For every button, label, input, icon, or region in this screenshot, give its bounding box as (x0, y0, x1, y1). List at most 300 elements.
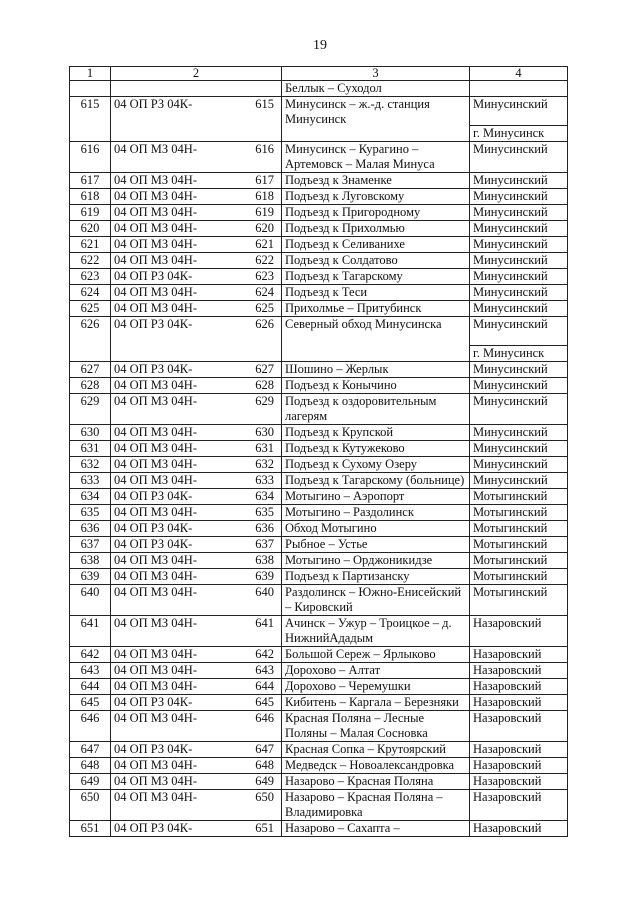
road-code-cell (111, 711, 282, 742)
row-number: 626 (70, 317, 111, 362)
road-name: Дорохово – Алтат (282, 663, 470, 679)
district-cell (470, 553, 568, 569)
road-code-cell (111, 505, 282, 521)
table-row (70, 679, 568, 695)
road-code-number: 632 (255, 457, 274, 471)
road-code-cell (111, 695, 282, 711)
table-row (70, 205, 568, 221)
row-number: 643 (70, 663, 111, 679)
table-row (70, 189, 568, 205)
row-number: 636 (70, 521, 111, 537)
road-code: 04 ОП МЗ 04Н- (114, 711, 197, 725)
table-row (70, 821, 568, 837)
row-number: 649 (70, 774, 111, 790)
road-code: 04 ОП МЗ 04Н- (114, 189, 197, 203)
road-code-cell (111, 553, 282, 569)
road-name: Подъезд к Крупской (282, 425, 470, 441)
continuation-name: Беллык – Суходол (282, 81, 470, 97)
road-code-cell (111, 473, 282, 489)
district: Мотыгинский (473, 489, 548, 503)
road-code: 04 ОП МЗ 04Н- (114, 569, 197, 583)
district: Минусинский (473, 253, 548, 267)
road-code-number: 628 (255, 378, 274, 392)
table-row (70, 97, 568, 142)
road-name: Назарово – Красная Поляна – Владимировка (282, 790, 470, 821)
road-code-number: 624 (255, 285, 274, 299)
column-header-4: 4 (470, 67, 568, 81)
district-cell (470, 253, 568, 269)
row-number: 639 (70, 569, 111, 585)
road-code: 04 ОП МЗ 04Н- (114, 774, 197, 788)
row-number: 647 (70, 742, 111, 758)
district-cell (470, 505, 568, 521)
road-code-cell (111, 301, 282, 317)
district: Минусинский (473, 269, 548, 283)
table-row (70, 553, 568, 569)
district: Минусинский (473, 205, 548, 219)
row-number: 618 (70, 189, 111, 205)
district-cell (470, 647, 568, 663)
table-row (70, 537, 568, 553)
table-row (70, 489, 568, 505)
row-number: 634 (70, 489, 111, 505)
district: Назаровский (473, 790, 542, 804)
district: Назаровский (473, 821, 542, 835)
road-code: 04 ОП МЗ 04Н- (114, 142, 197, 156)
road-code-number: 650 (255, 790, 274, 804)
district-cell (470, 616, 568, 647)
district-cell (470, 301, 568, 317)
road-code-cell (111, 679, 282, 695)
row-number: 651 (70, 821, 111, 837)
road-name: Мотыгино – Орджоникидзе (282, 553, 470, 569)
row-number: 615 (70, 97, 111, 142)
table-row (70, 647, 568, 663)
road-code: 04 ОП РЗ 04К- (114, 269, 193, 283)
road-code: 04 ОП МЗ 04Н- (114, 285, 197, 299)
district-cell (470, 441, 568, 457)
table-row (70, 142, 568, 173)
table-row (70, 774, 568, 790)
road-code-number: 630 (255, 425, 274, 439)
road-code-number: 643 (255, 663, 274, 677)
road-code-cell (111, 285, 282, 301)
road-name: Подъезд к Конычино (282, 378, 470, 394)
district: Минусинский (473, 189, 548, 203)
road-code: 04 ОП МЗ 04Н- (114, 378, 197, 392)
road-name: Минусинск – Курагино – Артемовск – Малая Минуса (282, 142, 470, 173)
road-code: 04 ОП МЗ 04Н- (114, 758, 197, 772)
road-name: Подъезд к Сухому Озеру (282, 457, 470, 473)
road-code-cell (111, 221, 282, 237)
road-code-cell (111, 585, 282, 616)
road-code-cell (111, 269, 282, 285)
district-cell (470, 237, 568, 253)
table-row (70, 425, 568, 441)
road-code-number: 627 (255, 362, 274, 376)
column-header-1: 1 (70, 67, 111, 81)
road-code-cell (111, 457, 282, 473)
district-cell (470, 457, 568, 473)
district: Назаровский (473, 663, 542, 677)
district-cell (470, 142, 568, 173)
road-code-number: 633 (255, 473, 274, 487)
road-code-cell (111, 821, 282, 837)
page-number: 19 (313, 38, 327, 53)
road-code: 04 ОП РЗ 04К- (114, 521, 193, 535)
district-cell (470, 821, 568, 837)
table-row (70, 569, 568, 585)
district: Минусинский (473, 173, 548, 187)
road-name: Подъезд к Селиванихе (282, 237, 470, 253)
roads-table (69, 66, 568, 837)
road-code: 04 ОП РЗ 04К- (114, 317, 193, 331)
road-code-cell (111, 569, 282, 585)
row-number: 646 (70, 711, 111, 742)
district: Назаровский (473, 774, 542, 788)
road-code: 04 ОП МЗ 04Н- (114, 394, 197, 408)
road-code-number: 618 (255, 189, 274, 203)
district-cell (470, 742, 568, 758)
row-number: 635 (70, 505, 111, 521)
table-row (70, 378, 568, 394)
road-name: Мотыгино – Раздолинск (282, 505, 470, 521)
road-code-cell (111, 663, 282, 679)
road-name: Подъезд к Луговскому (282, 189, 470, 205)
road-code-number: 620 (255, 221, 274, 235)
road-name: Подъезд к Пригородному (282, 205, 470, 221)
table-row (70, 285, 568, 301)
road-code: 04 ОП РЗ 04К- (114, 97, 193, 111)
row-number: 625 (70, 301, 111, 317)
row-number: 650 (70, 790, 111, 821)
road-name: Подъезд к Солдатово (282, 253, 470, 269)
district: Минусинский (473, 142, 548, 156)
road-code: 04 ОП РЗ 04К- (114, 695, 193, 709)
table-row (70, 394, 568, 425)
road-code: 04 ОП МЗ 04Н- (114, 585, 197, 599)
district: Мотыгинский (473, 537, 548, 551)
road-name: Подъезд к Тагарскому (282, 269, 470, 285)
road-code-cell (111, 205, 282, 221)
road-name: Подъезд к Знаменке (282, 173, 470, 189)
table-row (70, 457, 568, 473)
road-name: Красная Сопка – Крутоярский (282, 742, 470, 758)
road-code-cell (111, 647, 282, 663)
road-code-cell (111, 616, 282, 647)
road-code: 04 ОП МЗ 04Н- (114, 790, 197, 804)
district: Минусинский (473, 441, 548, 455)
road-code: 04 ОП МЗ 04Н- (114, 173, 197, 187)
district-cell (470, 679, 568, 695)
road-name: Подъезд к Партизанску (282, 569, 470, 585)
road-code-cell (111, 774, 282, 790)
road-code-number: 615 (255, 97, 274, 111)
table-row (70, 317, 568, 362)
road-name: Подъезд к Тагарскому (больнице) (282, 473, 470, 489)
district-cell (470, 285, 568, 301)
road-code: 04 ОП МЗ 04Н- (114, 616, 197, 630)
road-code-number: 645 (255, 695, 274, 709)
table-row (70, 473, 568, 489)
road-name: Северный обход Минусинска (282, 317, 470, 362)
district: Минусинский (473, 97, 548, 111)
row-number: 623 (70, 269, 111, 285)
road-code-number: 649 (255, 774, 274, 788)
road-code-cell (111, 253, 282, 269)
row-number: 629 (70, 394, 111, 425)
road-code: 04 ОП РЗ 04К- (114, 537, 193, 551)
column-header-2: 2 (111, 67, 282, 81)
district: Назаровский (473, 616, 542, 630)
road-code: 04 ОП РЗ 04К- (114, 362, 193, 376)
district: Минусинский (473, 394, 548, 408)
road-name: Назарово – Красная Поляна (282, 774, 470, 790)
road-code-number: 626 (255, 317, 274, 331)
road-code-number: 639 (255, 569, 274, 583)
road-name: Подъезд к Кутужеково (282, 441, 470, 457)
row-number: 633 (70, 473, 111, 489)
row-number: 616 (70, 142, 111, 173)
road-name: Кибитень – Каргала – Березняки (282, 695, 470, 711)
district: Мотыгинский (473, 569, 548, 583)
road-code: 04 ОП МЗ 04Н- (114, 441, 197, 455)
row-number: 631 (70, 441, 111, 457)
road-code: 04 ОП МЗ 04Н- (114, 221, 197, 235)
row-number: 624 (70, 285, 111, 301)
road-code-cell (111, 317, 282, 362)
road-name: Прихолмье – Притубинск (282, 301, 470, 317)
district: Мотыгинский (473, 521, 548, 535)
table-row (70, 585, 568, 616)
road-code-cell (111, 521, 282, 537)
district-cell (470, 173, 568, 189)
road-code: 04 ОП РЗ 04К- (114, 821, 193, 835)
table-row (70, 758, 568, 774)
district-cell (470, 695, 568, 711)
road-code-number: 634 (255, 489, 274, 503)
road-code-number: 638 (255, 553, 274, 567)
continuation-row (70, 81, 568, 97)
row-number: 645 (70, 695, 111, 711)
table-row (70, 269, 568, 285)
road-code-number: 625 (255, 301, 274, 315)
road-code: 04 ОП МЗ 04Н- (114, 205, 197, 219)
road-code-cell (111, 378, 282, 394)
row-number: 637 (70, 537, 111, 553)
table-row (70, 742, 568, 758)
road-name: Назарово – Сахапта – (282, 821, 470, 837)
road-code: 04 ОП РЗ 04К- (114, 742, 193, 756)
road-code-cell (111, 758, 282, 774)
district-cell (470, 97, 568, 142)
table-row (70, 695, 568, 711)
road-code: 04 ОП МЗ 04Н- (114, 473, 197, 487)
district: Мотыгинский (473, 585, 548, 599)
table-row (70, 221, 568, 237)
road-code-number: 629 (255, 394, 274, 408)
district-cell (470, 790, 568, 821)
row-number: 628 (70, 378, 111, 394)
road-name: Обход Мотыгино (282, 521, 470, 537)
district: Минусинский (473, 301, 548, 315)
road-name: Ачинск – Ужур – Троицкое – д. НижнийАдадым (282, 616, 470, 647)
road-code-number: 644 (255, 679, 274, 693)
road-code-cell (111, 142, 282, 173)
table-row (70, 663, 568, 679)
district-cell (470, 221, 568, 237)
district-cell (470, 663, 568, 679)
table-row (70, 173, 568, 189)
road-code-cell (111, 489, 282, 505)
row-number: 622 (70, 253, 111, 269)
district-cell (470, 378, 568, 394)
road-name: Раздолинск – Южно-Енисейский – Кировский (282, 585, 470, 616)
road-code-cell (111, 362, 282, 378)
row-number: 642 (70, 647, 111, 663)
road-code-number: 641 (255, 616, 274, 630)
district-cell (470, 473, 568, 489)
table-row (70, 253, 568, 269)
row-number: 621 (70, 237, 111, 253)
district: Минусинский (473, 285, 548, 299)
district-cell (470, 394, 568, 425)
road-code-number: 640 (255, 585, 274, 599)
district: Минусинский (473, 317, 548, 331)
row-number: 632 (70, 457, 111, 473)
row-number: 617 (70, 173, 111, 189)
row-number: 630 (70, 425, 111, 441)
road-code-number: 623 (255, 269, 274, 283)
road-name: Подъезд к Теси (282, 285, 470, 301)
road-code: 04 ОП МЗ 04Н- (114, 647, 197, 661)
road-code: 04 ОП МЗ 04Н- (114, 237, 197, 251)
road-code: 04 ОП МЗ 04Н- (114, 553, 197, 567)
road-name: Медведск – Новоалександровка (282, 758, 470, 774)
district-cell (470, 537, 568, 553)
district: Минусинский (473, 221, 548, 235)
district: Минусинский (473, 362, 548, 376)
row-number: 648 (70, 758, 111, 774)
road-code-number: 648 (255, 758, 274, 772)
road-code-number: 621 (255, 237, 274, 251)
district-cell (470, 205, 568, 221)
district-cell (470, 189, 568, 205)
road-code-number: 619 (255, 205, 274, 219)
district-cell (470, 317, 568, 362)
district-cell (470, 362, 568, 378)
table-row (70, 301, 568, 317)
district: Минусинский (473, 457, 548, 471)
district: Минусинский (473, 473, 548, 487)
district: Назаровский (473, 758, 542, 772)
road-code: 04 ОП МЗ 04Н- (114, 505, 197, 519)
district: Минусинский (473, 237, 548, 251)
road-name: Подъезд к оздоровительным лагерям (282, 394, 470, 425)
road-code-number: 617 (255, 173, 274, 187)
road-code-number: 636 (255, 521, 274, 535)
header-row (70, 67, 568, 81)
road-name: Красная Поляна – Лесные Поляны – Малая Сосновка (282, 711, 470, 742)
district-cell (470, 711, 568, 742)
road-code: 04 ОП МЗ 04Н- (114, 425, 197, 439)
road-code-number: 651 (255, 821, 274, 835)
road-code-cell (111, 537, 282, 553)
road-name: Шошино – Жерлык (282, 362, 470, 378)
row-number: 627 (70, 362, 111, 378)
road-code: 04 ОП МЗ 04Н- (114, 679, 197, 693)
road-name: Подъезд к Прихолмью (282, 221, 470, 237)
table-row (70, 616, 568, 647)
district: Мотыгинский (473, 505, 548, 519)
district: Назаровский (473, 679, 542, 693)
road-code-cell (111, 189, 282, 205)
road-code-cell (111, 425, 282, 441)
road-code-number: 642 (255, 647, 274, 661)
road-code-cell (111, 441, 282, 457)
road-code-number: 616 (255, 142, 274, 156)
district-cell (470, 425, 568, 441)
road-code-number: 622 (255, 253, 274, 267)
district: Назаровский (473, 711, 542, 725)
road-code-cell (111, 394, 282, 425)
table-row (70, 790, 568, 821)
row-number: 619 (70, 205, 111, 221)
row-number: 641 (70, 616, 111, 647)
road-code-cell (111, 173, 282, 189)
road-code: 04 ОП МЗ 04Н- (114, 301, 197, 315)
road-code-number: 635 (255, 505, 274, 519)
district-cell (470, 489, 568, 505)
district-cell (470, 569, 568, 585)
road-code-cell (111, 742, 282, 758)
table-row (70, 505, 568, 521)
district: Назаровский (473, 647, 542, 661)
district-extra: г. Минусинск (470, 125, 567, 141)
road-code-number: 646 (255, 711, 274, 725)
district: Минусинский (473, 425, 548, 439)
road-name: Дорохово – Черемушки (282, 679, 470, 695)
district-cell (470, 758, 568, 774)
road-code: 04 ОП МЗ 04Н- (114, 457, 197, 471)
road-name: Рыбное – Устье (282, 537, 470, 553)
road-code: 04 ОП РЗ 04К- (114, 489, 193, 503)
road-code-cell (111, 790, 282, 821)
row-number: 620 (70, 221, 111, 237)
district: Назаровский (473, 695, 542, 709)
road-code-number: 637 (255, 537, 274, 551)
district-cell (470, 521, 568, 537)
district-cell (470, 774, 568, 790)
row-number: 644 (70, 679, 111, 695)
road-name: Мотыгино – Аэропорт (282, 489, 470, 505)
district: Мотыгинский (473, 553, 548, 567)
district: Назаровский (473, 742, 542, 756)
row-number: 638 (70, 553, 111, 569)
row-number: 640 (70, 585, 111, 616)
road-code: 04 ОП МЗ 04Н- (114, 253, 197, 267)
district-cell (470, 269, 568, 285)
road-code-number: 631 (255, 441, 274, 455)
district-extra: г. Минусинск (470, 345, 567, 361)
column-header-3: 3 (282, 67, 470, 81)
road-name: Большой Сереж – Ярлыково (282, 647, 470, 663)
table-row (70, 441, 568, 457)
road-code-cell (111, 237, 282, 253)
table-row (70, 362, 568, 378)
table-row (70, 711, 568, 742)
road-code-cell (111, 97, 282, 142)
